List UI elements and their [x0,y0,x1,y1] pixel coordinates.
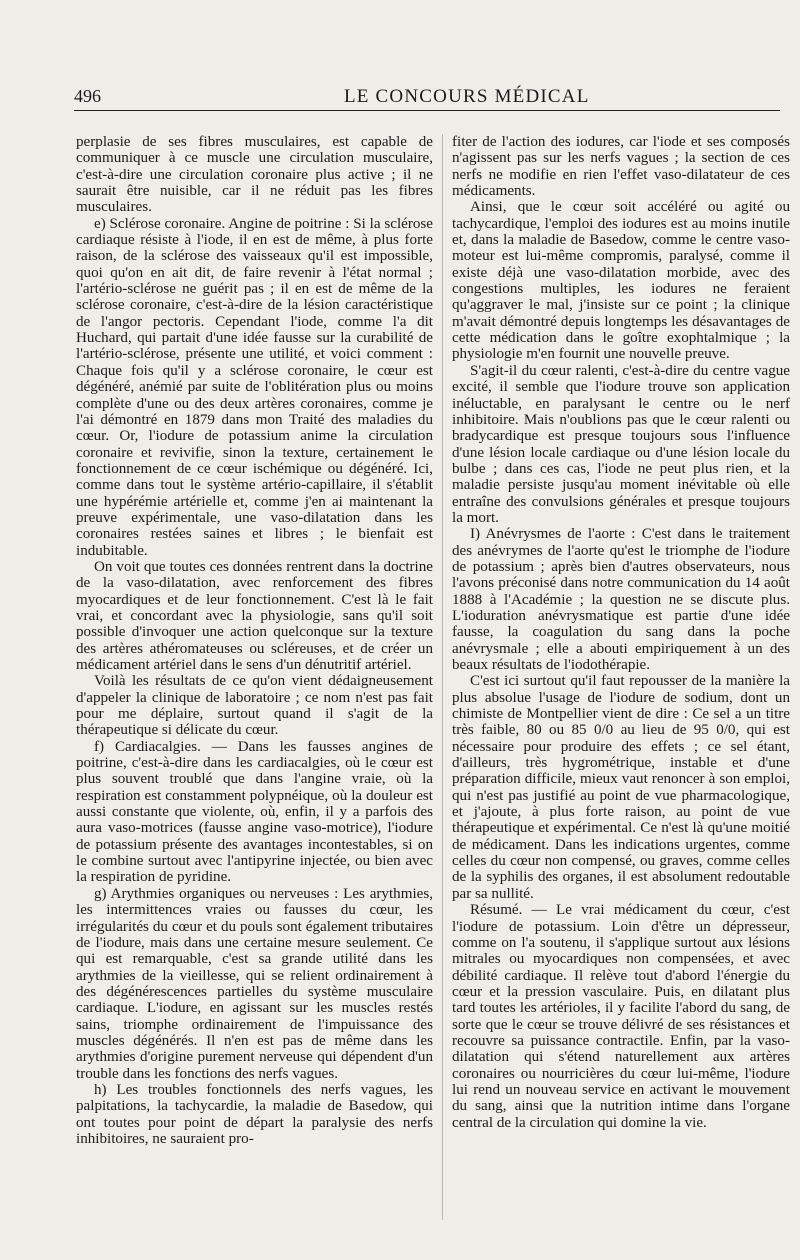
paragraph: S'agit-il du cœur ralenti, c'est-à-dire du centre vague excité, il semble que l'iodure trouve son application inéluctable, en paralysant le centre ou le nerf inhibitoire. Mais n'oublions pas que le cœur ralenti ou bradycardique est presque toujours sous l'influence d'une lésion locale cardiaque ou d'une lésion locale du bulbe ; dans ces cas, l'iode ne peut plus rien, et la maladie persiste jusqu'au moment inévitable où elle entraîne des convulsions générales et presque toujours la mort. [452,362,790,526]
paragraph: fiter de l'action des iodures, car l'iode et ses composés n'agissent pas sur les nerfs vagues ; la section de ces nerfs ne modifie en rien l'effet vaso-dilatateur de ces médicaments. [452,134,790,200]
left-column [76,134,433,1220]
paragraph: f) Cardiacalgies. — Dans les fausses angines de poitrine, c'est-à-dire dans les cardiacalgies, où le cœur est plus souvent troublé que dans l'angine vraie, où la respiration est constamment polypnéique, où la douleur est aussi constante que violente, où, enfin, il y a parfois des aura vaso-motrices (fausse angine vaso-motrice), l'iodure de potassium présente des avantages incontestables, si on le combine surtout avec l'antipyrine injectée, ou bien avec la respiration de pyridine. [76,738,433,886]
column-divider [442,134,443,1220]
paragraph: Voilà les résultats de ce qu'on vient dédaigneusement d'appeler la clinique de laboratoire ; ce nom n'est pas fait pour me déplaire, surtout quand il s'agit de la thérapeutique si délicate du cœur. [76,673,433,739]
page-number: 496 [74,86,101,106]
paragraph: I) Anévrysmes de l'aorte : C'est dans le traitement des anévrymes de l'aorte qu'est le triomphe de l'iodure de potassium ; après bien d'autres observateurs, nous l'avons préconisé dans notre communication du 14 août 1888 à l'Académie ; la question ne se discute plus. L'ioduration anévrysmatique est partie d'une idée fausse, la coagulation du sang dans la poche anévrysmale ; elle a abouti empiriquement à un des beaux résultats de l'iodothérapie. [452,526,790,673]
journal-title: LE CONCOURS MÉDICAL [344,86,590,107]
paragraph: h) Les troubles fonctionnels des nerfs vagues, les palpitations, la tachycardie, la maladie de Basedow, qui ont toutes pour point de départ la paralysie des nerfs inhibitoires, ne sauraient pro- [76,1081,433,1147]
paragraph: Résumé. — Le vrai médicament du cœur, c'est l'iodure de potassium. Loin d'être un dépresseur, comme on l'a soutenu, il s'applique surtout aux lésions mitrales ou myocardiques non compensées, et avec débilité cardiaque. Il relève tout d'abord l'énergie du cœur et la pression vasculaire. Puis, en dilatant plus tard toutes les artérioles, il y facilite l'abord du sang, de sorte que le cœur se trouve délivré de ses résistances et recouvre sa puissance contractile. Enfin, par la vaso-dilatation qui s'étend naturellement aux artères coronaires ou nourricières du cœur lui-même, l'iodure lui rend un nouveau service en activant le mouvement du sang, ainsi que la nutrition intime dans l'organe central de la circulation qui domine la vie. [452,902,790,1131]
paragraph: perplasie de ses fibres musculaires, est capable de communiquer à ce muscle une circulation musculaire, c'est-à-dire une circulation coronaire plus active ; il ne saurait être nuisible, car il ne réduit pas les fibres musculaires. [76,134,433,216]
paragraph: Ainsi, que le cœur soit accéléré ou agité ou tachycardique, l'emploi des iodures est au moins inutile et, dans la maladie de Basedow, comme le centre vaso-moteur est lui-même compromis, paralysé, comme il existe déjà une vaso-dilatation morbide, avec des congestions multiples, les iodures ne feraient qu'aggraver le mal, j'insiste sur ce point ; la clinique m'avait démontré depuis longtemps les désavantages de cette médication dans le goître exophtalmique ; la physiologie m'en fournit une nouvelle preuve. [452,199,790,363]
paragraph: e) Sclérose coronaire. Angine de poitrine : Si la sclérose cardiaque résiste à l'iode, il en est de même, à plus forte raison, de la sclérose des vaisseaux qu'il est impossible, quoi qu'on en ait dit, de faire revenir à l'état normal ; l'artério-sclérose ne guérit pas ; il en est de même de la sclérose coronaire, c'est-à-dire de la lésion caractéristique de l'angor pectoris. Cependant l'iode, comme l'a dit Huchard, qui partait d'une idée fausse sur la curabilité de l'artério-sclérose, présente une utilité, et voici comment : Chaque fois qu'il y a sclérose coronaire, le cœur est dégénéré, anémié par suite de l'oblitération plus ou moins complète d'une ou des deux artères coronaires, comme je l'ai démontré en 1879 dans mon Traité des maladies du cœur. Or, l'iodure de potassium anime la circulation coronaire et revivifie, sinon la texture, certainement le fonctionnement de ce cœur ischémique ou dégénéré. Ici, comme dans tout le système artério-capillaire, il s'établit une hypérémie artérielle et, comme j'en ai maintenant la preuve expérimentale, une vaso-dilatation dans les coronaires restées saines et libres ; le bienfait est indubitable. [76,215,433,559]
right-column [452,134,790,1220]
header-rule [74,110,780,111]
page-header [74,84,780,114]
paragraph: g) Arythmies organiques ou nerveuses : Les arythmies, les intermittences vraies ou fausses du cœur, les irrégularités du cœur et du pouls sont également tributaires de l'iodure, mais dans une certaine mesure seulement. Ce qui est remarquable, c'est sa grande utilité dans les arythmies de la vieillesse, qui se relient ordinairement à des dégénérescences partielles du système musculaire cardiaque. L'iodure, en agissant sur les muscles restés sains, triomphe ordinairement de l'impuissance des muscles dégénérés. Il n'en est pas de même dans les arythmies d'origine purement nerveuse qui dépendent d'un trouble dans les fonctions des nerfs vagues. [76,885,433,1082]
paragraph: On voit que toutes ces données rentrent dans la doctrine de la vaso-dilatation, avec renforcement des fibres myocardiques et de leur fonctionnement. C'est là le fait vrai, et concordant avec la physiologie, sans qu'il soit possible d'invoquer une action quelconque sur la texture des artères athéromateuses ou scléreuses, et de créer un médicament artériel dans le sens d'un dénutritif artériel. [76,558,433,673]
paragraph: C'est ici surtout qu'il faut repousser de la manière la plus absolue l'usage de l'iodure de sodium, dont un chimiste de Montpellier vient de dire : Ce sel a un titre très faible, 80 ou 85 0/0 au lieu de 95 0/0, qui est nécessaire pour produire des effets ; ce sel étant, d'ailleurs, très hygrométrique, instable et d'une préparation difficile, mieux vaut renoncer à son emploi, qui n'est pas justifié au point de vue pharmacologique, et j'ajoute, à plus forte raison, au point de vue thérapeutique et expérimental. Ce n'est là qu'une moitié de médicament. Dans les indications urgentes, comme celles du cœur non compensé, ou graves, comme celles de la syphilis des organes, il est absolument redoutable par sa nullité. [452,673,790,902]
